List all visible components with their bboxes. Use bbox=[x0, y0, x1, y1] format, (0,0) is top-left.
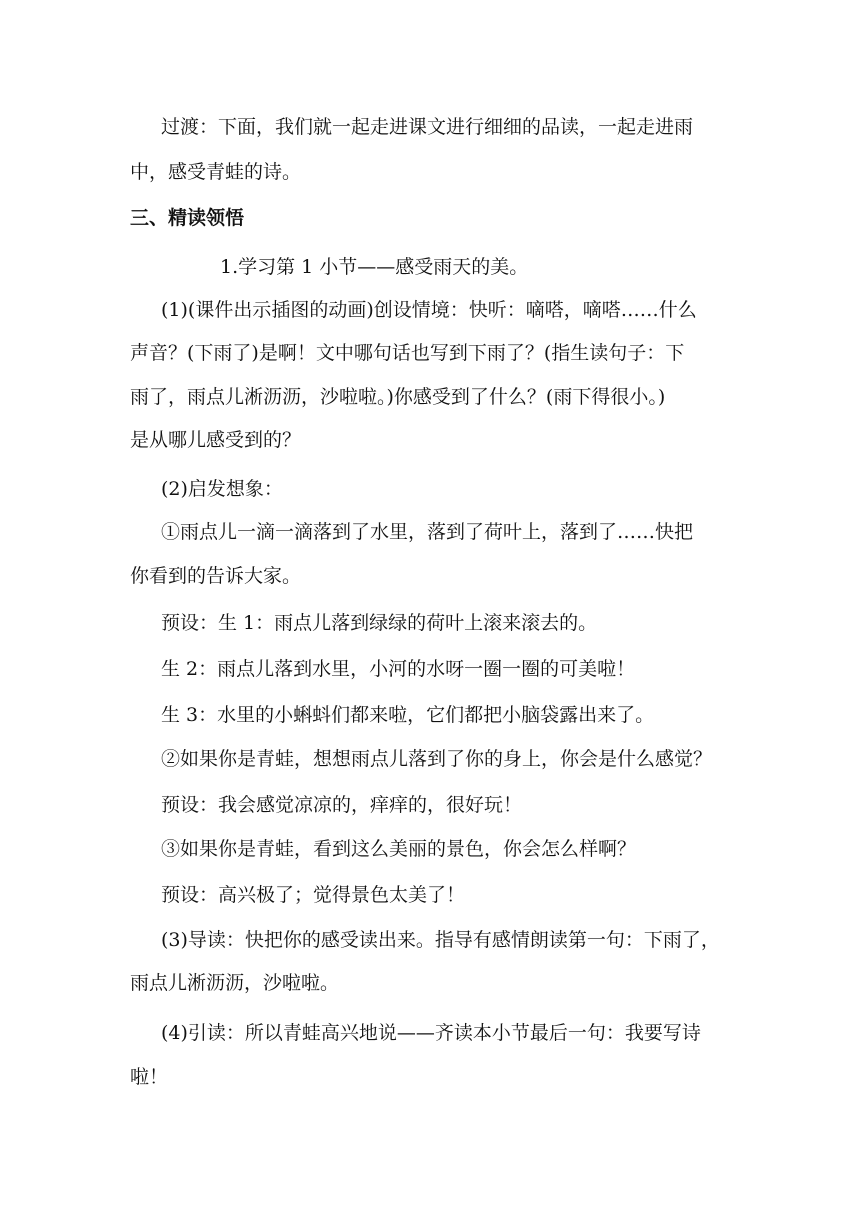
step4-line-2: 啦！ bbox=[130, 1066, 169, 1088]
study-title: 1.学习第 1 小节——感受雨天的美。 bbox=[220, 256, 529, 278]
transition-line-1: 过渡：下面，我们就一起走进课文进行细细的品读，一起走进雨 bbox=[161, 116, 694, 138]
preset-3: 预设：高兴极了；觉得景色太美了！ bbox=[161, 884, 466, 906]
question1-line-1: ①雨点儿一滴一滴落到了水里，落到了荷叶上，落到了……快把 bbox=[161, 521, 694, 543]
student-2: 生 2：雨点儿落到水里，小河的水呀一圈一圈的可美啦！ bbox=[161, 658, 636, 680]
question2: ②如果你是青蛙，想想雨点儿落到了你的身上，你会是什么感觉？ bbox=[161, 748, 713, 770]
step3-line-1: (3)导读：快把你的感受读出来。指导有感情朗读第一句：下雨了， bbox=[161, 929, 720, 951]
step3-line-2: 雨点儿淅沥沥，沙啦啦。 bbox=[130, 972, 340, 994]
student-3: 生 3：水里的小蝌蚪们都来啦，它们都把小脑袋露出来了。 bbox=[161, 704, 655, 726]
question1-line-2: 你看到的告诉大家。 bbox=[130, 565, 302, 587]
step1-line-1: (1)(课件出示插图的动画)创设情境：快听：嘀嗒，嘀嗒……什么 bbox=[161, 299, 697, 321]
transition-line-2: 中，感受青蛙的诗。 bbox=[130, 161, 302, 183]
step1-line-4: 是从哪儿感受到的？ bbox=[130, 429, 302, 451]
question3: ③如果你是青蛙，看到这么美丽的景色，你会怎么样啊？ bbox=[161, 838, 637, 860]
step4-line-1: (4)引读：所以青蛙高兴地说——齐读本小节最后一句：我要写诗 bbox=[161, 1022, 701, 1044]
preset-1: 预设：生 1：雨点儿落到绿绿的荷叶上滚来滚去的。 bbox=[161, 612, 598, 634]
step1-line-2: 声音？(下雨了)是啊！文中哪句话也写到下雨了？(指生读句子：下 bbox=[130, 342, 685, 364]
step1-line-3: 雨了，雨点儿淅沥沥，沙啦啦。)你感受到了什么？(雨下得很小。) bbox=[130, 386, 666, 408]
preset-2: 预设：我会感觉凉凉的，痒痒的，很好玩！ bbox=[161, 794, 523, 816]
step2-title: (2)启发想象： bbox=[161, 478, 283, 500]
section-heading: 三、精读领悟 bbox=[130, 207, 245, 229]
